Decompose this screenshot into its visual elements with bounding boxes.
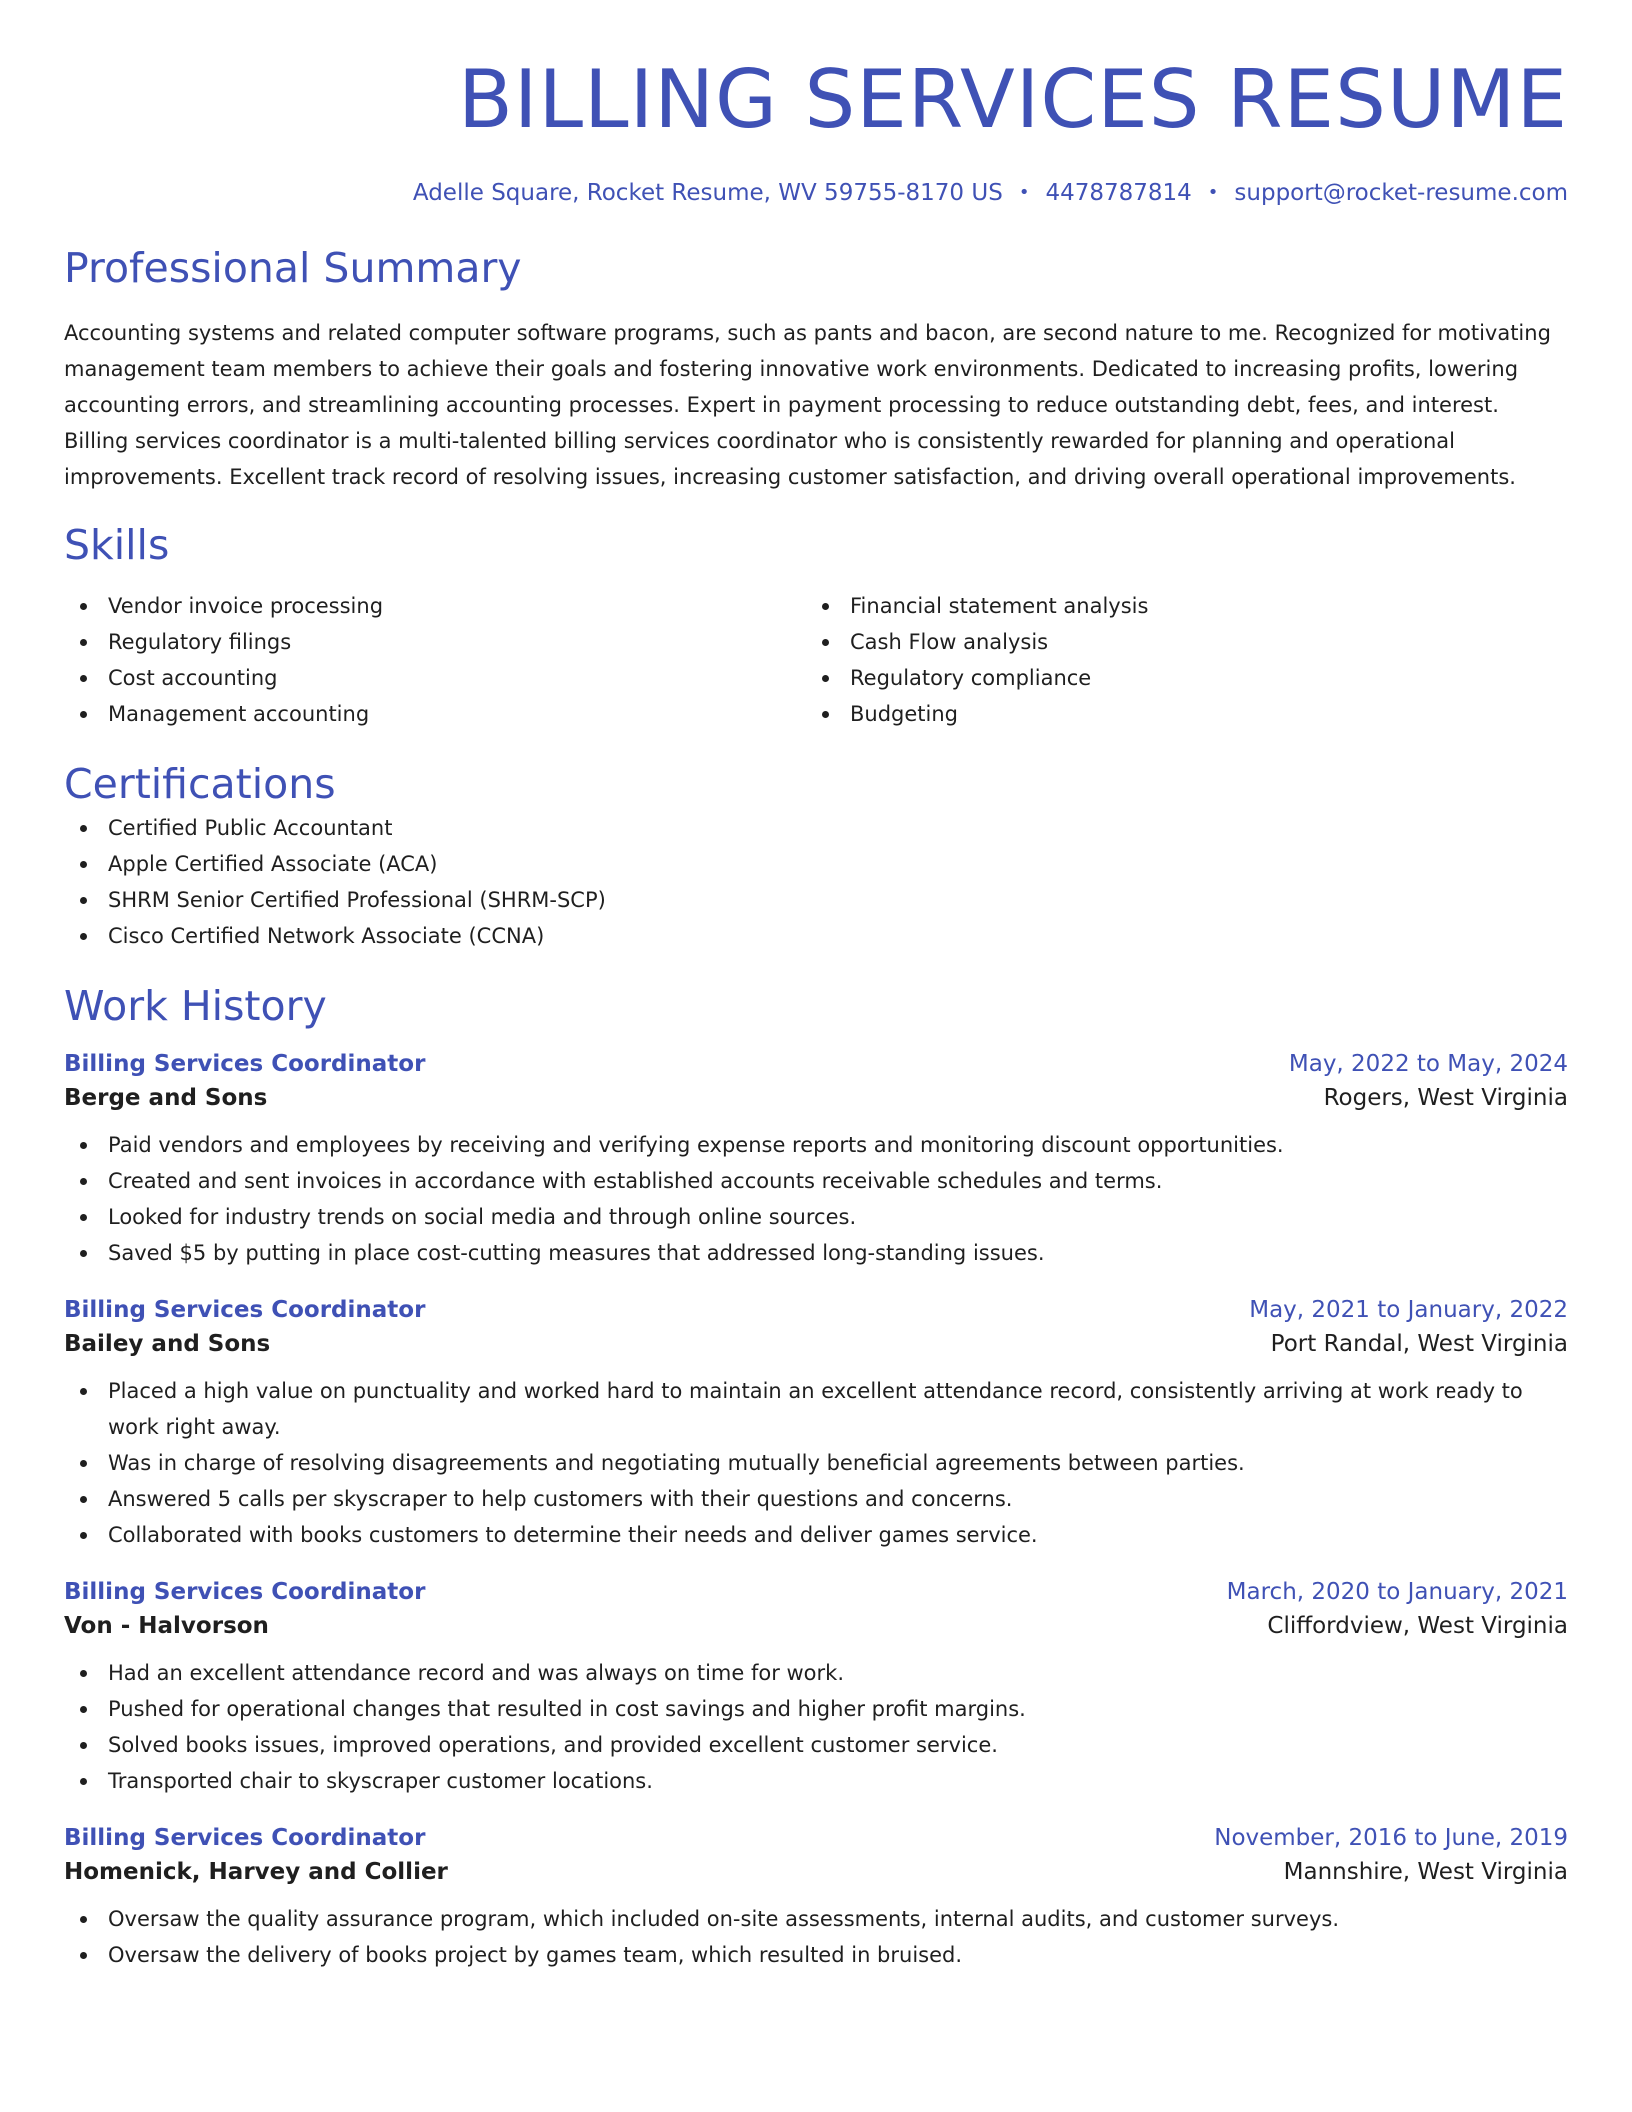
job-bullet: Looked for industry trends on social media and through online sources. [64, 1199, 1568, 1235]
job-bullet: Created and sent invoices in accordance with established accounts receivable schedules and terms. [64, 1163, 1568, 1199]
contact-phone: 4478787814 [1045, 180, 1192, 206]
skills-list-left [64, 588, 806, 732]
skill-item: Budgeting [806, 696, 1548, 732]
certification-item: Cisco Certified Network Associate (CCNA) [64, 918, 1568, 954]
skill-item: Financial statement analysis [806, 588, 1548, 624]
summary-heading: Professional Summary [64, 244, 522, 292]
job-bullet: Oversaw the quality assurance program, which included on-site assessments, internal audits, and customer surveys. [64, 1901, 1568, 1937]
job-bullet: Oversaw the delivery of books project by games team, which resulted in bruised. [64, 1937, 1568, 1973]
job-bullets [64, 1655, 1568, 1799]
certification-item: Certified Public Accountant [64, 810, 1568, 846]
contact-line [64, 180, 1568, 206]
skill-item: Vendor invoice processing [64, 588, 806, 624]
job-company: Von - Halvorson [64, 1612, 269, 1639]
job-subheader [64, 1613, 1568, 1639]
job-company: Homenick, Harvey and Collier [64, 1858, 448, 1885]
skill-item: Cost accounting [64, 660, 806, 696]
skill-item: Cash Flow analysis [806, 624, 1548, 660]
job-subheader [64, 1085, 1568, 1111]
job-bullet: Pushed for operational changes that resulted in cost savings and higher profit margins. [64, 1691, 1568, 1727]
job-subheader [64, 1331, 1568, 1357]
job-bullet: Had an excellent attendance record and was always on time for work. [64, 1655, 1568, 1691]
skill-item: Regulatory compliance [806, 660, 1548, 696]
job-dates: May, 2021 to January, 2022 [1249, 1296, 1568, 1323]
job-role: Billing Services Coordinator [64, 1824, 426, 1851]
certification-item: Apple Certified Associate (ACA) [64, 846, 1568, 882]
job-bullets [64, 1373, 1568, 1553]
skill-item: Management accounting [64, 696, 806, 732]
job-bullet: Collaborated with books customers to determine their needs and deliver games service. [64, 1517, 1568, 1553]
job-dates: November, 2016 to June, 2019 [1214, 1824, 1568, 1851]
job-entry [64, 1297, 1568, 1553]
job-header [64, 1579, 1568, 1605]
job-entry [64, 1579, 1568, 1799]
contact-separator: • [1207, 182, 1219, 203]
skills-list-right [806, 588, 1548, 732]
resume-title: BILLING SERVICES RESUME [458, 53, 1568, 146]
job-entry [64, 1051, 1568, 1271]
job-bullet: Placed a high value on punctuality and worked hard to maintain an excellent attendance record, consistently arriving at work ready to work right away. [64, 1373, 1568, 1445]
job-company: Berge and Sons [64, 1084, 268, 1111]
job-header [64, 1051, 1568, 1077]
job-bullet: Transported chair to skyscraper customer locations. [64, 1763, 1568, 1799]
job-entry [64, 1825, 1568, 1973]
job-subheader [64, 1859, 1568, 1885]
job-bullet: Answered 5 calls per skyscraper to help customers with their questions and concerns. [64, 1481, 1568, 1517]
job-bullet: Saved $5 by putting in place cost-cutting measures that addressed long-standing issues. [64, 1235, 1568, 1271]
job-header [64, 1825, 1568, 1851]
skills-grid [64, 588, 1568, 732]
contact-separator: • [1018, 182, 1030, 203]
job-bullet: Solved books issues, improved operations, and provided excellent customer service. [64, 1727, 1568, 1763]
job-location: Cliffordview, West Virginia [1267, 1612, 1568, 1639]
certifications-heading: Certifications [64, 760, 336, 809]
work-history-heading: Work History [64, 981, 327, 1030]
contact-address: Adelle Square, Rocket Resume, WV 59755-8170 US [412, 180, 1003, 206]
job-bullets [64, 1901, 1568, 1973]
job-bullet: Paid vendors and employees by receiving and verifying expense reports and monitoring discount opportunities. [64, 1127, 1568, 1163]
certifications-list [64, 810, 1568, 954]
job-company: Bailey and Sons [64, 1330, 271, 1357]
job-role: Billing Services Coordinator [64, 1296, 426, 1323]
skills-heading: Skills [64, 521, 170, 570]
contact-email[interactable]: support@rocket-resume.com [1234, 180, 1568, 206]
job-location: Port Randal, West Virginia [1270, 1330, 1568, 1357]
job-bullets [64, 1127, 1568, 1271]
certification-item: SHRM Senior Certified Professional (SHRM-SCP) [64, 882, 1568, 918]
job-bullet: Was in charge of resolving disagreements and negotiating mutually beneficial agreements between parties. [64, 1445, 1568, 1481]
job-role: Billing Services Coordinator [64, 1578, 426, 1605]
job-location: Rogers, West Virginia [1323, 1084, 1568, 1111]
summary-text: Accounting systems and related computer software programs, such as pants and bacon, are second nature to me. Recognized for motivating management team members to achieve their goals and fostering innovative work environments. Dedicated to increasing profits, lowering accounting errors, and streamlining accounting processes. Expert in payment processing to reduce outstanding debt, fees, and interest. Billing services coordinator is a multi-talented billing services coordinator who is consistently rewarded for planning and operational improvements. Excellent track record of resolving issues, increasing customer satisfaction, and driving overall operational improvements. [64, 321, 1551, 490]
job-dates: March, 2020 to January, 2021 [1226, 1578, 1568, 1605]
job-location: Mannshire, West Virginia [1283, 1858, 1568, 1885]
job-dates: May, 2022 to May, 2024 [1288, 1050, 1568, 1077]
job-header [64, 1297, 1568, 1323]
job-role: Billing Services Coordinator [64, 1050, 426, 1077]
skill-item: Regulatory filings [64, 624, 806, 660]
